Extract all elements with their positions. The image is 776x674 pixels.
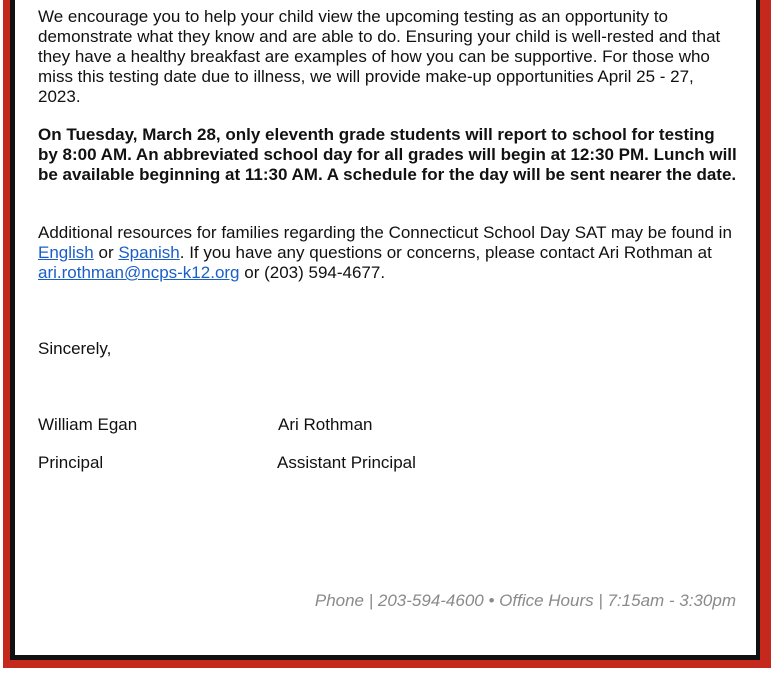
resources-text-1: Additional resources for families regarding the Connecticut School Day SAT may be found in bbox=[38, 223, 732, 242]
paragraph-resources bbox=[38, 223, 738, 283]
email-link[interactable]: ari.rothman@ncps-k12.org bbox=[38, 263, 240, 282]
resources-text-4: or (203) 594-4677. bbox=[239, 263, 386, 282]
signature-name-assistant-principal: Ari Rothman bbox=[278, 415, 373, 434]
signature-title-assistant-principal: Assistant Principal bbox=[277, 453, 416, 472]
footer-contact-info: Phone | 203-594-4600 • Office Hours | 7:15am - 3:30pm bbox=[314, 591, 736, 610]
signature-name-principal: William Egan bbox=[38, 415, 138, 434]
spanish-link[interactable]: Spanish bbox=[118, 243, 180, 262]
paragraph-testing-encouragement: We encourage you to help your child view the upcoming testing as an opportunity to demonstrate what they know and are able to do. Ensuring your child is well-rested and that they have a healthy breakfast are examples of how you can be supportive. For those who miss this testing date due to illness, we will provide make-up opportunities April 25 - 27, 2023. bbox=[38, 7, 721, 106]
paragraph-testing-schedule: On Tuesday, March 28, only eleventh grade students will report to school for testing by 8:00 AM. An abbreviated school day for all grades will begin at 12:30 PM. Lunch will be available beginning at 11:30 AM. A schedule for the day will be sent nearer the date. bbox=[38, 125, 737, 184]
resources-text-2: or bbox=[93, 243, 119, 262]
resources-text-3: . If you have any questions or concerns, please contact Ari Rothman at bbox=[179, 243, 712, 262]
english-link[interactable]: English bbox=[38, 243, 94, 262]
closing: Sincerely, bbox=[38, 339, 112, 358]
signature-title-principal: Principal bbox=[38, 453, 104, 472]
